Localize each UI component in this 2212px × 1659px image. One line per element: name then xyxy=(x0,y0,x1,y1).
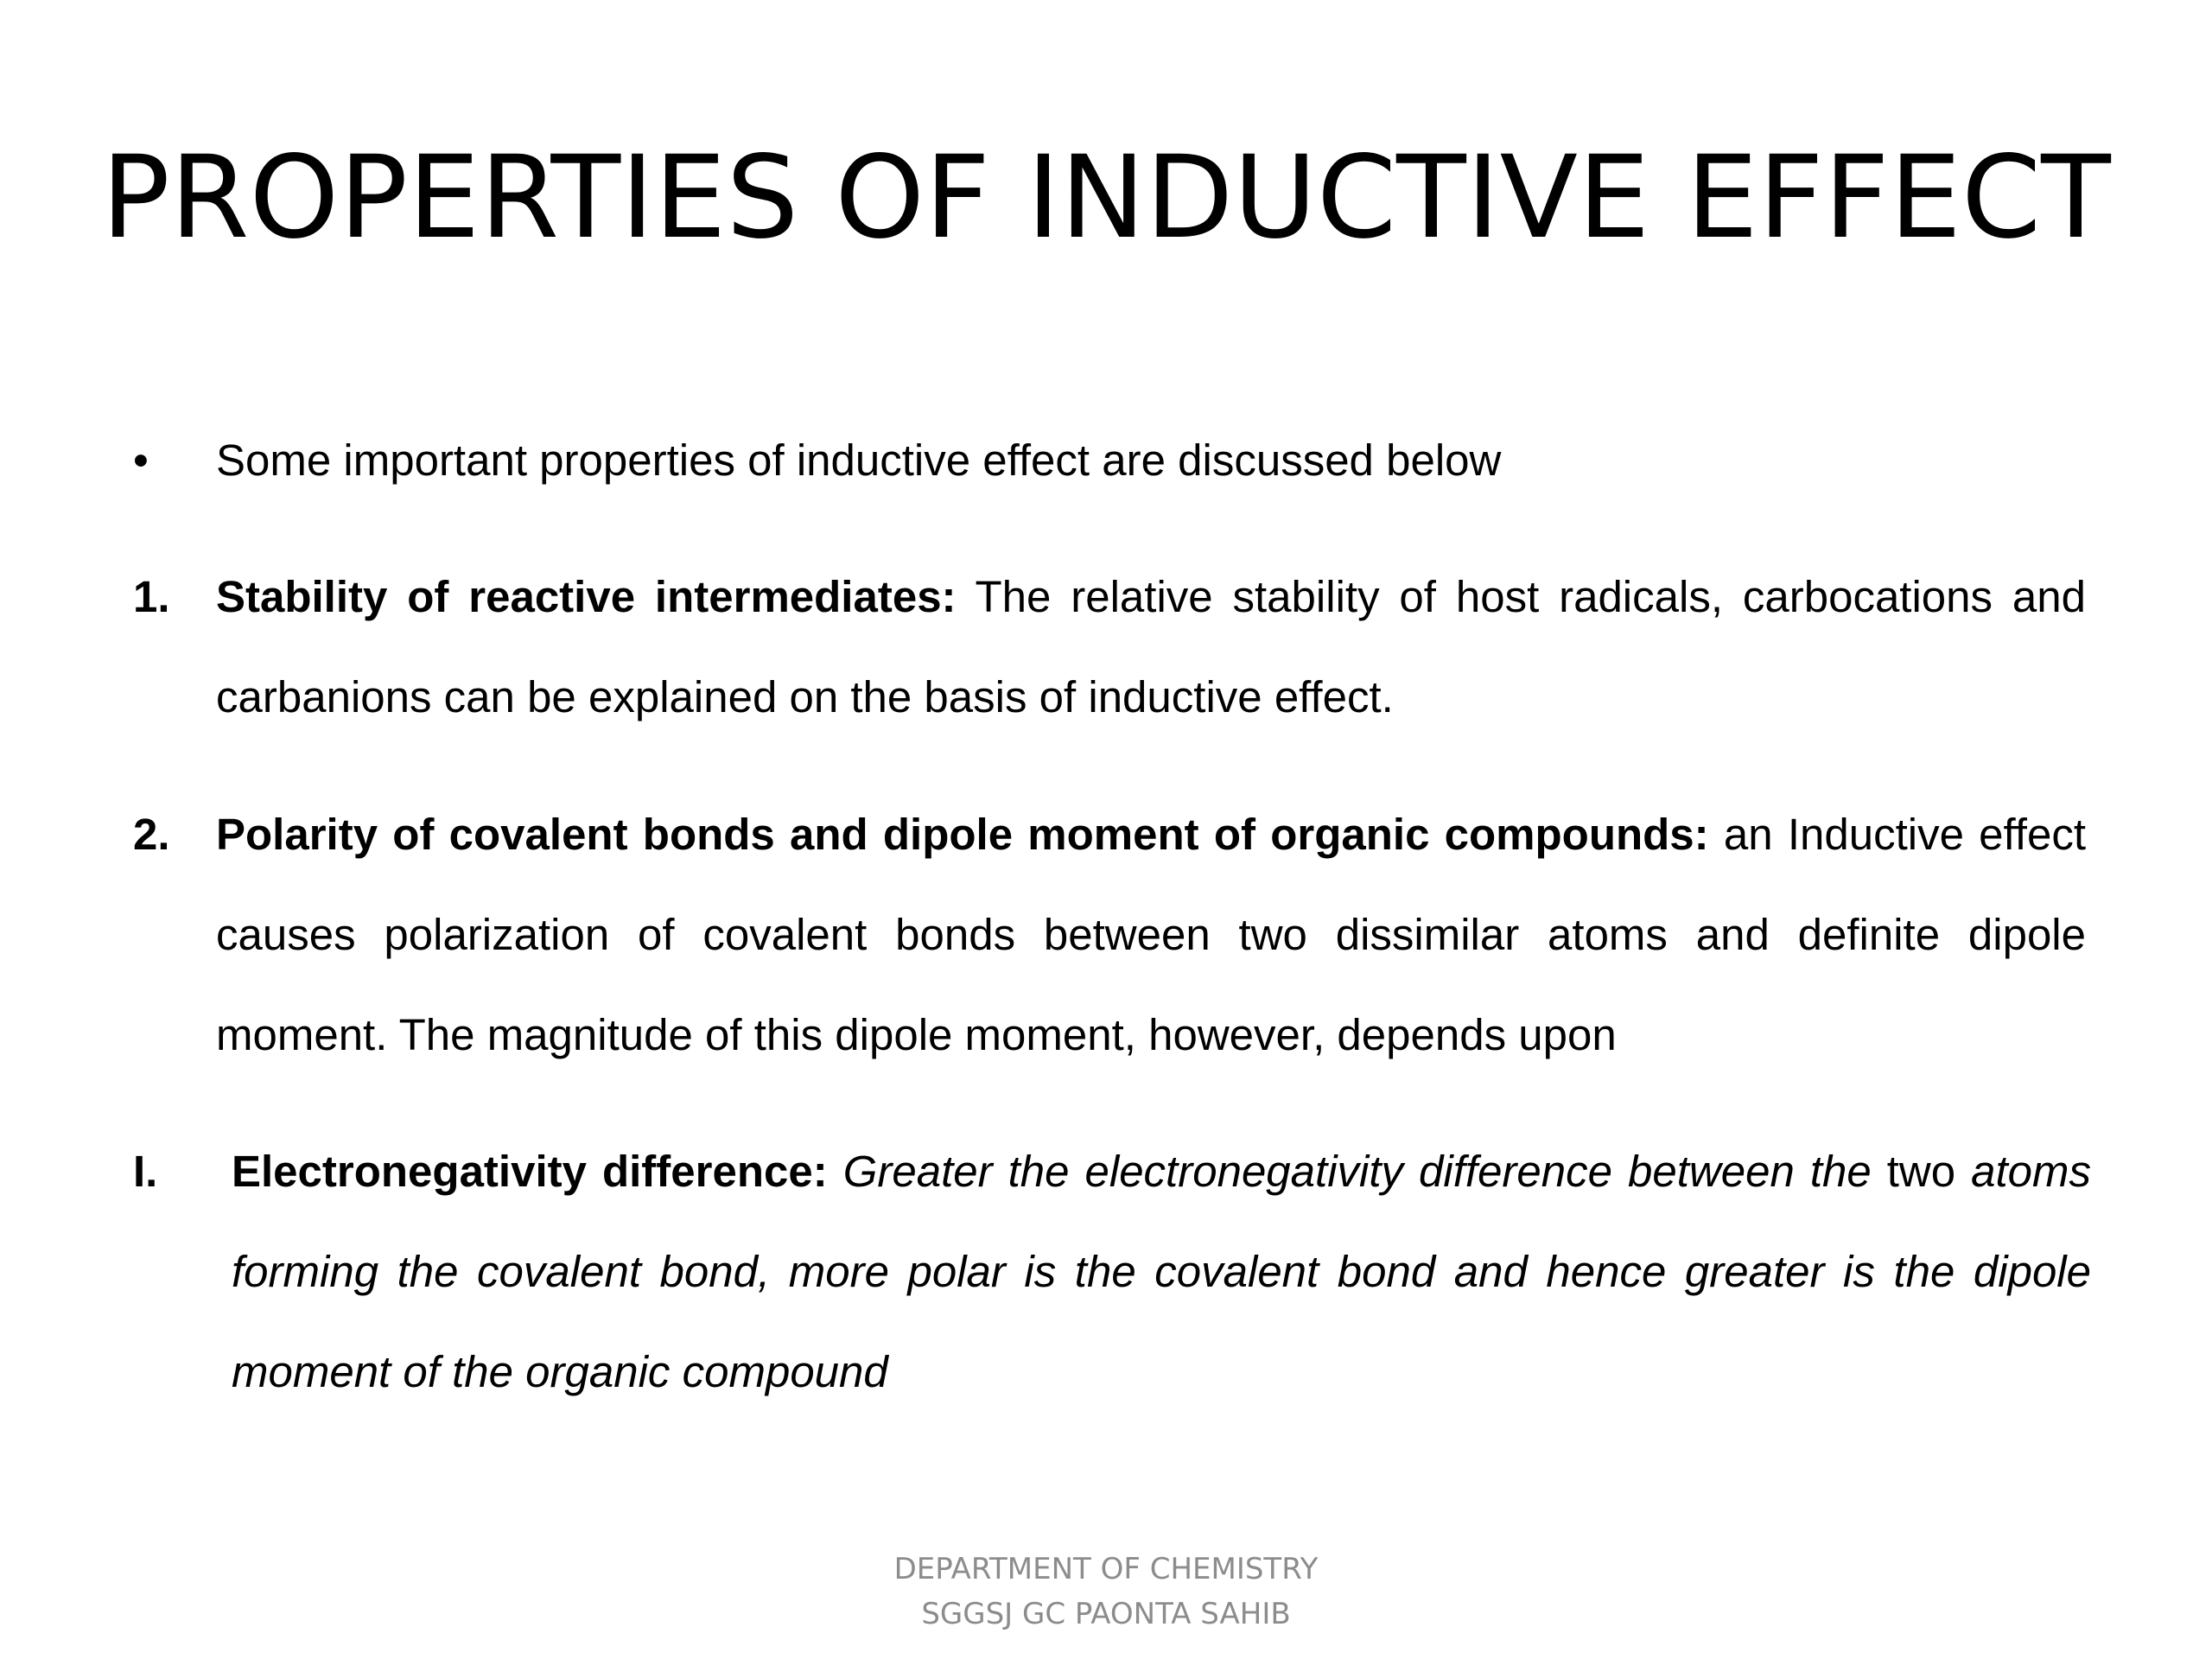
slide-title: PROPERTIES OF INDUCTIVE EFFECT xyxy=(101,131,2111,264)
footer-college: SGGSJ GC PAONTA SAHIB xyxy=(921,1597,1291,1631)
intro-text: Some important properties of inductive effect are discussed below xyxy=(216,435,1502,485)
item-1-text: The relative stability of host radicals, carbocations and carbanions can be explained on the basis of inductive effect. xyxy=(216,572,2086,721)
item-2-number: 2. xyxy=(133,810,170,859)
footer-department: DEPARTMENT OF CHEMISTRY xyxy=(893,1552,1319,1586)
slide-footer xyxy=(0,1547,2212,1637)
sub-item-text-italic-2: atoms forming the covalent bond, more polar is the covalent bond and hence greater is the dipole moment of the organic compound xyxy=(232,1147,2091,1396)
sub-item-text-normal: two xyxy=(1871,1147,1956,1196)
item-2-text: an Inductive effect causes polarization of covalent bonds between two dissimilar atoms and definite dipole moment. The magnitude of this dipole moment, however, depends upon xyxy=(216,810,2086,1059)
item-1-heading: Stability of reactive intermediates: xyxy=(216,572,957,621)
item-1-paragraph xyxy=(216,547,2086,747)
item-2-heading: Polarity of covalent bonds and dipole moment of organic compounds: xyxy=(216,810,1709,859)
sub-item-text-italic: Greater the electronegativity difference between the xyxy=(827,1147,1872,1196)
sub-item-heading: Electronegativity difference: xyxy=(232,1147,828,1196)
sub-item-paragraph xyxy=(232,1122,2091,1422)
sub-item-marker: I. xyxy=(133,1147,158,1196)
item-1-number: 1. xyxy=(133,572,170,621)
bullet-marker: • xyxy=(133,435,149,485)
item-2-paragraph xyxy=(216,785,2086,1085)
